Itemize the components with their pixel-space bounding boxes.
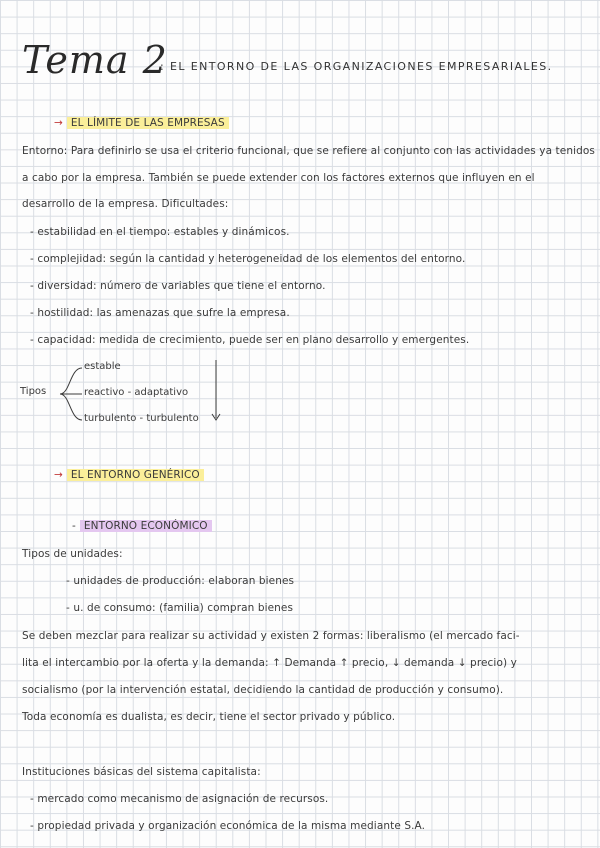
list-item: - hostilidad: las amenazas que sufre la empresa. bbox=[30, 307, 290, 319]
list-item: - u. de consumo: (familia) compran bienes bbox=[66, 602, 294, 614]
list-item: - propiedad privada y organización económica de la misma mediante S.A. bbox=[30, 820, 426, 832]
dash-bullet: - bbox=[72, 520, 76, 532]
paragraph-line: Toda economía es dualista, es decir, tiene el sector privado y público. bbox=[22, 711, 396, 723]
tipos-item: turbulento - turbulento bbox=[84, 413, 199, 424]
list-item: - capacidad: medida de crecimiento, puede ser en plano desarrollo y emergentes. bbox=[30, 334, 470, 346]
tipos-label: Tipos bbox=[20, 386, 47, 397]
arrow-bullet-icon: → bbox=[54, 117, 63, 129]
section-heading-generico: → EL ENTORNO GENÉRICO bbox=[54, 469, 204, 481]
section-heading-limite: → EL LÍMITE DE LAS EMPRESAS bbox=[54, 117, 229, 129]
subsection-heading-economico: - ENTORNO ECONÓMICO bbox=[72, 520, 212, 532]
paragraph-line: a cabo por la empresa. También se puede extender con los factores externos que influyen en el bbox=[22, 172, 535, 184]
instituciones-heading: Instituciones básicas del sistema capitalista: bbox=[22, 766, 261, 778]
tipos-unidades-heading: Tipos de unidades: bbox=[22, 548, 123, 560]
list-item: - estabilidad en el tiempo: estables y dinámicos. bbox=[30, 226, 290, 238]
paragraph-line: desarrollo de la empresa. Dificultades: bbox=[22, 198, 229, 210]
page-subtitle: : EL ENTORNO DE LAS ORGANIZACIONES EMPRESARIALES. bbox=[160, 60, 553, 73]
arrow-bullet-icon: → bbox=[54, 469, 63, 481]
page-title: Tema 2 bbox=[22, 38, 168, 82]
tipos-diagram bbox=[20, 356, 240, 436]
paragraph-line: Entorno: Para definirlo se usa el criterio funcional, que se refiere al conjunto con las actividades ya tenidos bbox=[22, 145, 595, 157]
paragraph-line: lita el intercambio por la oferta y la demanda: ↑ Demanda ↑ precio, ↓ demanda ↓ precio) y bbox=[22, 657, 517, 669]
tipos-item: reactivo - adaptativo bbox=[84, 387, 189, 398]
list-item: - unidades de producción: elaboran bienes bbox=[66, 575, 295, 587]
paragraph-line: Se deben mezclar para realizar su actividad y existen 2 formas: liberalismo (el mercado faci- bbox=[22, 630, 520, 642]
list-item: - complejidad: según la cantidad y heterogeneidad de los elementos del entorno. bbox=[30, 253, 466, 265]
paragraph-line: socialismo (por la intervención estatal, decidiendo la cantidad de producción y consumo). bbox=[22, 684, 504, 696]
list-item: - mercado como mecanismo de asignación de recursos. bbox=[30, 793, 329, 805]
tipos-item: estable bbox=[84, 361, 121, 372]
list-item: - diversidad: número de variables que tiene el entorno. bbox=[30, 280, 326, 292]
